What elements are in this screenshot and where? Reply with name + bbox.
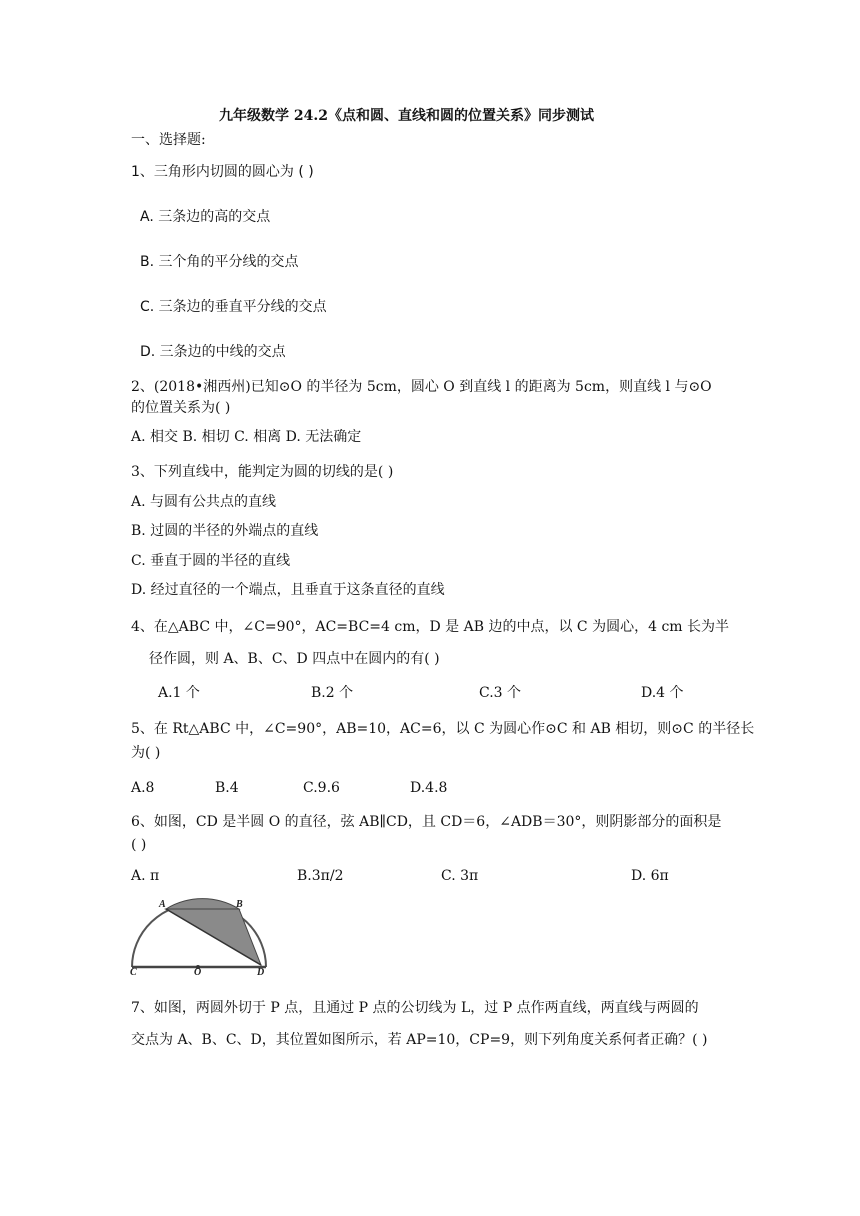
q7-line-2: 交点为 A、B、C、D，其位置如图所示，若 AP=10，CP=9，则下列角度关系何者正确？( ) [131,1032,708,1048]
label-d: D [257,967,265,977]
label-a: A [159,899,166,910]
q4-line-1: 4、在△ABC 中，∠C=90°，AC=BC=4 cm，D 是 AB 边的中点，以 C 为圆心，4 cm 长为半 [131,619,730,635]
q3-option-a: A. 与圆有公共点的直线 [131,494,277,510]
q5-line-2: 为( ) [131,745,161,761]
q6-option-a: A. π [131,868,160,884]
q5-option-b: B.4 [215,780,239,796]
semicircle-figure [126,895,276,977]
q1-stem: 1、三角形内切圆的圆心为 ( ) [131,164,314,180]
q3-stem: 3、下列直线中，能判定为圆的切线的是( ) [131,464,394,480]
q3-option-d: D. 经过直径的一个端点，且垂直于这条直径的直线 [131,582,445,598]
q3-option-c: C. 垂直于圆的半径的直线 [131,553,291,569]
q5-option-d: D.4.8 [410,780,448,796]
label-b: B [236,899,243,910]
q6-line-2: ( ) [131,837,147,853]
label-c: C [130,967,137,977]
q1-option-d: D. 三条边的中线的交点 [140,344,286,360]
section-heading: 一、选择题: [131,132,206,148]
q7-line-1: 7、如图，两圆外切于 P 点，且通过 P 点的公切线为 L，过 P 点作两直线，两直线与两圆的 [131,1000,699,1016]
q4-option-c: C.3 个 [479,685,522,701]
q4-line-2: 径作圆，则 A、B、C、D 四点中在圆内的有( ) [149,651,440,667]
q5-option-a: A.8 [131,780,155,796]
label-o: O [194,967,202,977]
q2-line-1: 2、(2018•湘西州)已知⊙O 的半径为 5cm，圆心 O 到直线 l 的距离为 5cm，则直线 l 与⊙O [131,379,712,395]
q6-option-c: C. 3π [441,868,479,884]
q3-option-b: B. 过圆的半径的外端点的直线 [131,523,319,539]
q4-option-a: A.1 个 [158,685,200,701]
q5-option-c: C.9.6 [303,780,340,796]
q2-options: A. 相交 B. 相切 C. 相离 D. 无法确定 [131,429,362,445]
page-title: 九年级数学 24.2《点和圆、直线和圆的位置关系》同步测试 [219,108,594,124]
q5-line-1: 5、在 Rt△ABC 中，∠C=90°，AB=10，AC=6，以 C 为圆心作⊙C 和 AB 相切，则⊙C 的半径长 [131,721,755,737]
q1-option-c: C. 三条边的垂直平分线的交点 [140,299,327,315]
q4-option-d: D.4 个 [641,685,684,701]
q6-option-d: D. 6π [631,868,669,884]
q2-line-2: 的位置关系为( ) [131,400,231,416]
q6-option-b: B.3π/2 [297,868,344,884]
q1-option-b: B. 三个角的平分线的交点 [140,254,299,270]
q4-option-b: B.2 个 [311,685,354,701]
q6-line-1: 6、如图，CD 是半圆 O 的直径，弦 AB∥CD，且 CD＝6，∠ADB＝30°，则阴影部分的面积是 [131,814,722,830]
shaded-segment [166,899,239,909]
q1-option-a: A. 三条边的高的交点 [140,209,271,225]
